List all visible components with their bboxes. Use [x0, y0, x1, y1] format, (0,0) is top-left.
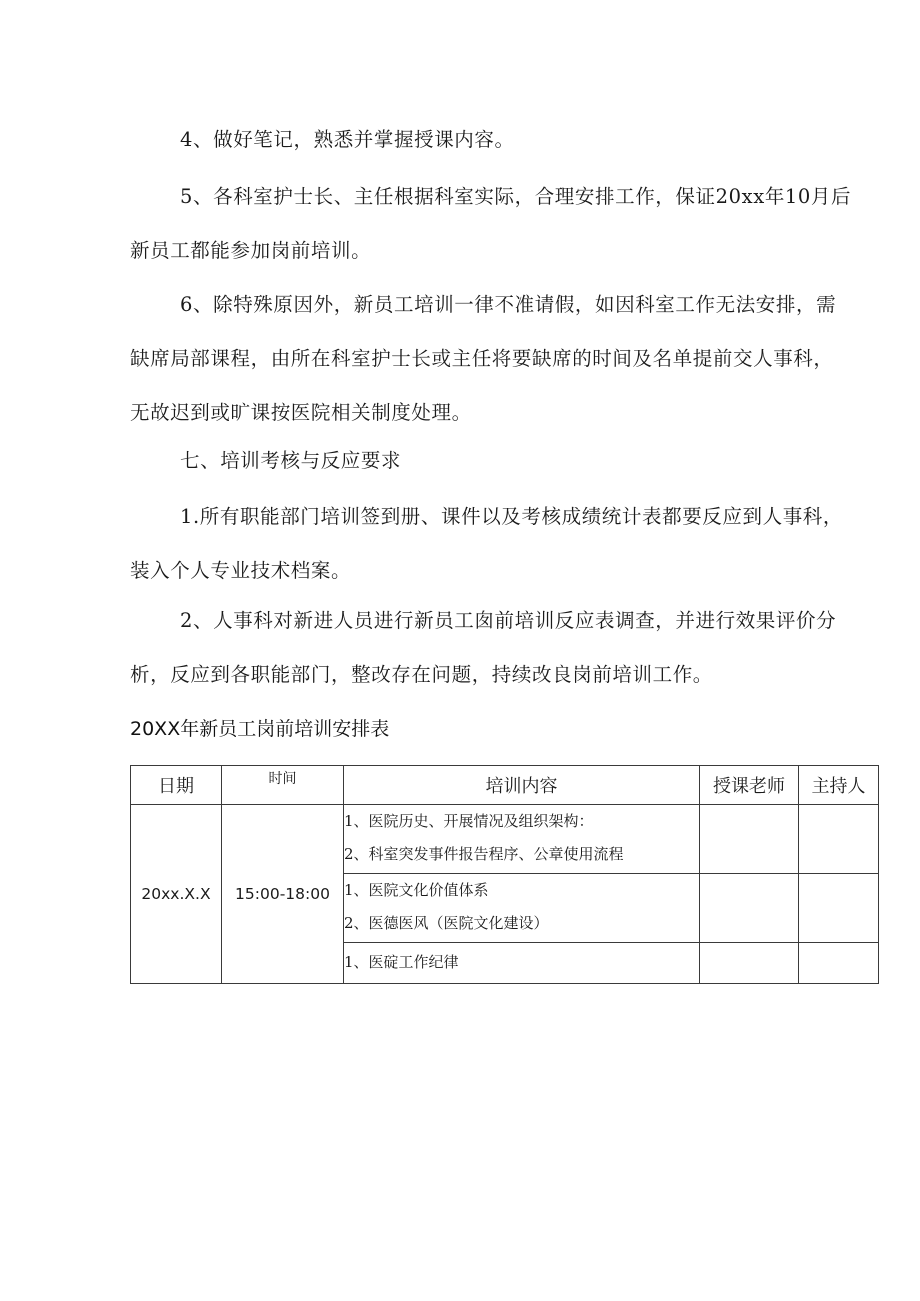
header-time: 时间: [222, 766, 344, 805]
content-item: 1、医院文化价值体系: [344, 881, 489, 899]
instructor-cell: [700, 943, 799, 984]
host-cell: [799, 874, 879, 943]
paragraph-feedback-survey: [130, 594, 882, 702]
header-content: 培训内容: [344, 766, 700, 805]
header-instructor: 授课老师: [700, 766, 799, 805]
paragraph-records: [130, 490, 882, 598]
paragraph-note-taking: [130, 113, 882, 167]
host-cell: [799, 805, 879, 874]
paragraph-line: 析，反应到各职能部门，整改存在问题，持续改良岗前培训工作。: [130, 663, 713, 686]
paragraph-line: 无故迟到或旷课按医院相关制度处理。: [130, 401, 472, 424]
date-cell: 20xx.X.X: [131, 805, 222, 984]
table-header-row: [131, 766, 879, 805]
paragraph-line: 装入个人专业技术档案。: [130, 559, 352, 582]
instructor-cell: [700, 874, 799, 943]
content-item: 2、科室突发事件报告程序、公章使用流程: [344, 845, 624, 863]
host-cell: [799, 943, 879, 984]
content-item: 1、医院历史、开展情况及组织架构：: [344, 812, 594, 830]
paragraph-line: 新员工都能参加岗前培训。: [130, 239, 372, 262]
content-cell: [344, 874, 700, 943]
content-item: 1、医碇工作纪律: [344, 952, 459, 971]
content-cell: [344, 943, 700, 984]
paragraph-line: 6、除特殊原因外，新员工培训一律不准请假，如因科室工作无法安排，需: [180, 293, 837, 316]
paragraph-line: 1.所有职能部门培训签到册、课件以及考核成绩统计表都要反应到人事科，: [180, 505, 844, 528]
paragraph-line: 缺席局部课程，由所在科室护士长或主任将要缺席的时间及名单提前交人事科，: [130, 347, 834, 370]
content-cell: [344, 805, 700, 874]
header-date: 日期: [131, 766, 222, 805]
paragraph-scheduling: [130, 170, 882, 278]
content-item: 2、医德医风（医院文化建设）: [344, 914, 549, 932]
paragraph-line: 4、做好笔记，熟悉并掌握授课内容。: [180, 128, 515, 151]
header-host: 主持人: [799, 766, 879, 805]
time-cell: 15:00-18:00: [222, 805, 344, 984]
table-row: [131, 805, 879, 874]
training-schedule-table: [130, 765, 879, 984]
paragraph-line: 2、人事科对新进人员进行新员工囱前培训反应表调查，并进行效果评价分: [180, 609, 837, 632]
section-heading-line: 七、培训考核与反应要求: [180, 449, 402, 472]
table-title: 20XX年新员工岗前培训安排表: [130, 718, 390, 740]
paragraph-line: 5、各科室护士长、主任根据科室实际，合理安排工作，保证20xx年10月后: [180, 185, 852, 208]
section-heading-assessment: [130, 434, 882, 488]
instructor-cell: [700, 805, 799, 874]
paragraph-leave-policy: [130, 278, 882, 440]
